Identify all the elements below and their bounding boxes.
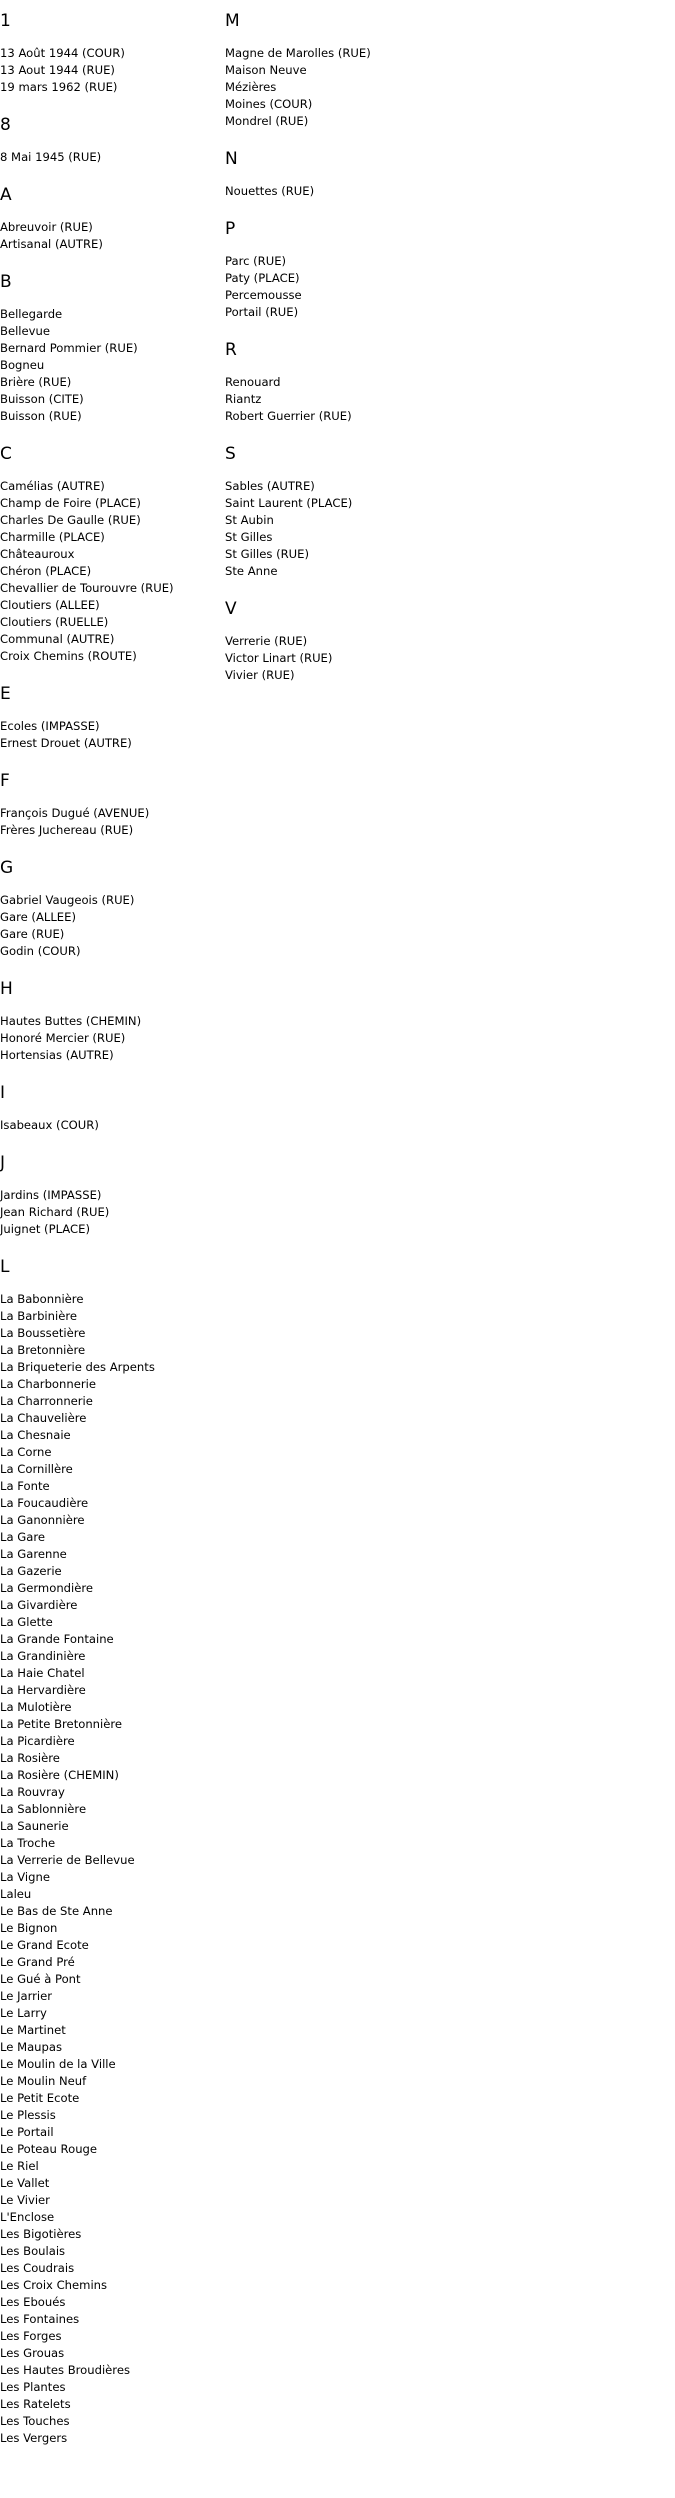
street-name: Le Larry <box>0 2006 47 2020</box>
letter-group-1 <box>0 11 225 96</box>
street-name: La Haie Chatel <box>0 1666 85 1680</box>
street-name: Le Poteau Rouge <box>0 2142 98 2156</box>
street-name: La Rouvray <box>0 1785 65 1799</box>
street-name: Communal (AUTRE) <box>0 632 115 646</box>
letter-group-r <box>225 340 665 425</box>
street-name: La Grande Fontaine <box>0 1632 114 1646</box>
street-name: Buisson (CITE) <box>0 392 84 406</box>
street-name: Les Croix Chemins <box>0 2278 108 2292</box>
street-name: La Barbinière <box>0 1309 78 1323</box>
street-name: La Sablonnière <box>0 1802 87 1816</box>
street-name: La Verrerie de Bellevue <box>0 1853 135 1867</box>
street-name: La Glette <box>0 1615 53 1629</box>
street-name: Le Maupas <box>0 2040 63 2054</box>
street-name: La Briqueterie des Arpents <box>0 1360 155 1374</box>
letter-heading: N <box>225 149 238 169</box>
letter-group-n <box>225 149 665 200</box>
street-name: La Chesnaie <box>0 1428 71 1442</box>
letter-group-8 <box>0 115 225 166</box>
street-name: Croix Chemins (ROUTE) <box>0 649 137 663</box>
street-name: Buisson (RUE) <box>0 409 82 423</box>
street-name: Jardins (IMPASSE) <box>0 1188 102 1202</box>
street-name: La Rosière (CHEMIN) <box>0 1768 119 1782</box>
street-name: La Troche <box>0 1836 56 1850</box>
street-name: Le Petit Ecote <box>0 2091 80 2105</box>
letter-heading: G <box>0 858 14 878</box>
street-name: La Babonnière <box>0 1292 84 1306</box>
street-name: Champ de Foire (PLACE) <box>0 496 141 510</box>
street-name: La Ganonnière <box>0 1513 85 1527</box>
street-name: La Hervardière <box>0 1683 86 1697</box>
street-name: Les Coudrais <box>0 2261 75 2275</box>
street-name: Artisanal (AUTRE) <box>0 237 103 251</box>
street-name: La Mulotière <box>0 1700 72 1714</box>
street-name: Honoré Mercier (RUE) <box>0 1031 126 1045</box>
street-name: Les Eboués <box>0 2295 66 2309</box>
street-name: Bellegarde <box>0 307 63 321</box>
street-name: La Rosière <box>0 1751 60 1765</box>
street-name: Gare (ALLEE) <box>0 910 76 924</box>
street-name: Moines (COUR) <box>225 97 313 111</box>
street-name: Bellevue <box>0 324 51 338</box>
street-name: La Fonte <box>0 1479 50 1493</box>
street-name: Les Plantes <box>0 2380 66 2394</box>
street-name: Le Riel <box>0 2159 39 2173</box>
street-name: Sables (AUTRE) <box>225 479 315 493</box>
street-name: Les Boulais <box>0 2244 66 2258</box>
letter-heading: I <box>0 1083 6 1103</box>
street-name: Ernest Drouet (AUTRE) <box>0 736 132 750</box>
street-name: Saint Laurent (PLACE) <box>225 496 353 510</box>
street-name: Les Bigotières <box>0 2227 82 2241</box>
street-name: Ecoles (IMPASSE) <box>0 719 100 733</box>
street-name: Cloutiers (RUELLE) <box>0 615 109 629</box>
street-name: Juignet (PLACE) <box>0 1222 90 1236</box>
letter-group-b <box>0 272 225 425</box>
street-name: La Cornillère <box>0 1462 73 1476</box>
street-name: Jean Richard (RUE) <box>0 1205 110 1219</box>
street-name: Ste Anne <box>225 564 278 578</box>
street-name: Les Forges <box>0 2329 62 2343</box>
street-name: Magne de Marolles (RUE) <box>225 46 371 60</box>
letter-heading: B <box>0 272 12 292</box>
letter-group-c <box>0 444 225 665</box>
street-name: La Charbonnerie <box>0 1377 96 1391</box>
street-name: Bernard Pommier (RUE) <box>0 341 138 355</box>
letter-group-a <box>0 185 225 253</box>
letter-group-j <box>0 1153 225 1238</box>
street-name: Renouard <box>225 375 281 389</box>
letter-group-i <box>0 1083 225 1134</box>
street-name: Les Hautes Broudières <box>0 2363 130 2377</box>
letter-group-m <box>225 11 665 130</box>
street-name: La Gare <box>0 1530 45 1544</box>
street-name: Gabriel Vaugeois (RUE) <box>0 893 135 907</box>
letter-group-g <box>0 858 225 960</box>
street-name: La Bretonnière <box>0 1343 86 1357</box>
street-name: Riantz <box>225 392 262 406</box>
street-name: Les Fontaines <box>0 2312 80 2326</box>
letter-heading: E <box>0 684 11 704</box>
letter-heading: V <box>225 599 237 619</box>
street-name: Maison Neuve <box>225 63 307 77</box>
street-name: Frères Juchereau (RUE) <box>0 823 134 837</box>
street-name: Portail (RUE) <box>225 305 299 319</box>
street-name: Paty (PLACE) <box>225 271 300 285</box>
street-name: Cloutiers (ALLEE) <box>0 598 100 612</box>
letter-heading: 1 <box>0 11 11 31</box>
street-name: La Gazerie <box>0 1564 62 1578</box>
street-name: Les Touches <box>0 2414 70 2428</box>
letter-heading: J <box>0 1153 6 1173</box>
street-name: Laleu <box>0 1887 32 1901</box>
street-name: Le Bas de Ste Anne <box>0 1904 113 1918</box>
street-index-column-right <box>225 11 665 703</box>
letter-group-e <box>0 684 225 752</box>
letter-heading: M <box>225 11 240 31</box>
street-name: La Charronnerie <box>0 1394 93 1408</box>
street-name: La Petite Bretonnière <box>0 1717 123 1731</box>
street-name: L'Enclose <box>0 2210 55 2224</box>
street-name: Percemousse <box>225 288 302 302</box>
street-name: Le Bignon <box>0 1921 58 1935</box>
street-name: La Foucaudière <box>0 1496 89 1510</box>
street-name: 8 Mai 1945 (RUE) <box>0 150 102 164</box>
letter-heading: S <box>225 444 236 464</box>
street-name: Bogneu <box>0 358 45 372</box>
street-name: Godin (COUR) <box>0 944 81 958</box>
street-name: Les Grouas <box>0 2346 65 2360</box>
letter-group-l <box>0 1257 225 2447</box>
street-name: Châteauroux <box>0 547 75 561</box>
street-name: La Garenne <box>0 1547 67 1561</box>
letter-heading: C <box>0 444 12 464</box>
street-name: 13 Août 1944 (COUR) <box>0 46 125 60</box>
letter-group-s <box>225 444 665 580</box>
street-name: Le Vivier <box>0 2193 50 2207</box>
street-name: Vivier (RUE) <box>225 668 295 682</box>
letter-heading: A <box>0 185 12 205</box>
street-name: Le Grand Ecote <box>0 1938 89 1952</box>
letter-heading: F <box>0 771 10 791</box>
street-name: Abreuvoir (RUE) <box>0 220 93 234</box>
letter-group-h <box>0 979 225 1064</box>
street-name: Brière (RUE) <box>0 375 72 389</box>
letter-heading: H <box>0 979 13 999</box>
street-name: La Givardière <box>0 1598 78 1612</box>
street-name: Les Vergers <box>0 2431 68 2445</box>
street-name: Verrerie (RUE) <box>225 634 308 648</box>
street-name: Le Grand Pré <box>0 1955 75 1969</box>
street-name: Mondrel (RUE) <box>225 114 309 128</box>
street-name: Le Martinet <box>0 2023 66 2037</box>
street-name: Le Jarrier <box>0 1989 53 2003</box>
letter-heading: P <box>225 219 236 239</box>
street-name: Charles De Gaulle (RUE) <box>0 513 141 527</box>
street-name: Victor Linart (RUE) <box>225 651 333 665</box>
street-name: Parc (RUE) <box>225 254 287 268</box>
street-name: Le Portail <box>0 2125 54 2139</box>
street-name: St Aubin <box>225 513 274 527</box>
street-name: La Corne <box>0 1445 52 1459</box>
street-name: Isabeaux (COUR) <box>0 1118 99 1132</box>
letter-heading: 8 <box>0 115 11 135</box>
street-name: La Boussetière <box>0 1326 86 1340</box>
street-name: La Grandinière <box>0 1649 86 1663</box>
street-name: Hortensias (AUTRE) <box>0 1048 114 1062</box>
letter-heading: L <box>0 1257 10 1277</box>
letter-heading: R <box>225 340 237 360</box>
street-name: Le Vallet <box>0 2176 50 2190</box>
street-index-column-left <box>0 11 225 2466</box>
letter-group-f <box>0 771 225 839</box>
street-name: Robert Guerrier (RUE) <box>225 409 352 423</box>
street-name: 13 Aout 1944 (RUE) <box>0 63 115 77</box>
street-name: 19 mars 1962 (RUE) <box>0 80 118 94</box>
street-name: Le Moulin Neuf <box>0 2074 87 2088</box>
street-name: Nouettes (RUE) <box>225 184 315 198</box>
street-name: Le Gué à Pont <box>0 1972 81 1986</box>
street-name: Les Ratelets <box>0 2397 71 2411</box>
street-name: Charmille (PLACE) <box>0 530 105 544</box>
street-name: Chevallier de Tourouvre (RUE) <box>0 581 174 595</box>
street-name: La Saunerie <box>0 1819 69 1833</box>
street-name: La Vigne <box>0 1870 50 1884</box>
street-name: François Dugué (AVENUE) <box>0 806 150 820</box>
street-name: St Gilles <box>225 530 273 544</box>
letter-group-v <box>225 599 665 684</box>
street-name: Mézières <box>225 80 277 94</box>
street-name: Chéron (PLACE) <box>0 564 92 578</box>
letter-group-p <box>225 219 665 321</box>
street-name: La Picardière <box>0 1734 75 1748</box>
street-name: Gare (RUE) <box>0 927 65 941</box>
street-name: Camélias (AUTRE) <box>0 479 105 493</box>
street-name: Le Plessis <box>0 2108 56 2122</box>
street-name: St Gilles (RUE) <box>225 547 310 561</box>
street-name: La Germondière <box>0 1581 94 1595</box>
street-name: La Chauvelière <box>0 1411 87 1425</box>
street-name: Hautes Buttes (CHEMIN) <box>0 1014 142 1028</box>
street-name: Le Moulin de la Ville <box>0 2057 116 2071</box>
